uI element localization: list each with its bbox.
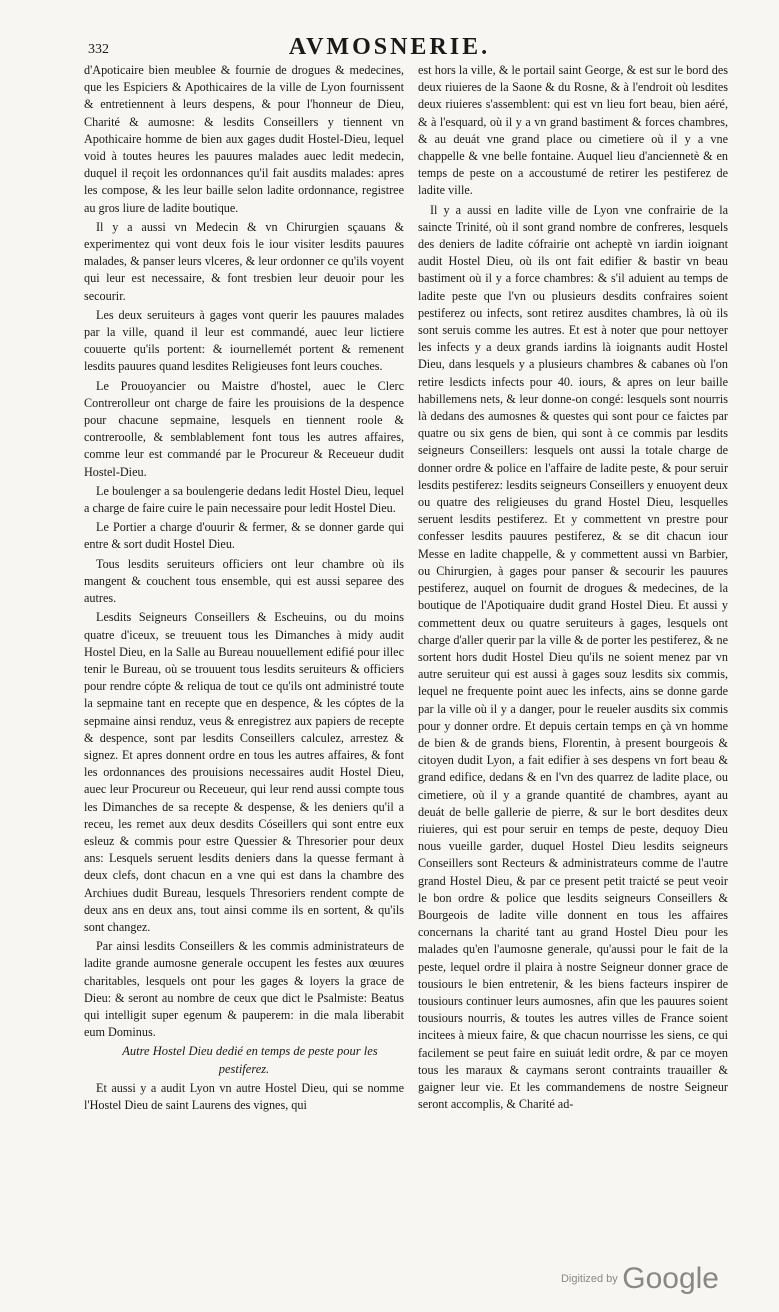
- left-column: [84, 62, 404, 1116]
- right-column: [418, 62, 728, 1115]
- paragraph: Il y a aussi vn Medecin & vn Chirurgien sçauans & experimentez qui vont deux fois le iour visiter lesdits pauures malades, & panser leurs vlceres, & leur ordonner ce qu'ils voyent qui leur est necessaire, & font tresbien leur deuoir pour les secourir.: [84, 219, 404, 303]
- paragraph: est hors la ville, & le portail saint George, & est sur le bord des deux riuieres de la Saone & du Rosne, & à l'endroit où lesdites deux riuieres s'assemblent: qui est vn lieu fort beau, bien aéré, & à l'esquard, où il y a vn grand bastiment & forces chambres, & au deuát vne grand place ou cimetiere où il y a vne chappelle & vne belle fontaine. Auquel lieu d'anciennetè & en temps de peste on a accoustumé de retirer les pestiferez de ladite ville.: [418, 63, 728, 198]
- paragraph: Il y a aussi en ladite ville de Lyon vne confrairie de la saincte Trinité, où il sont grand nombre de confreres, lesquels des deniers de ladite cófrairie ont acheptè vn iardin ioignant audit Hostel Dieu, où ils ont fait edifier & bastir vn beau bastiment où il y a force chambres: & s'il aduient au temps de ladite peste que l'vn ou plusieurs desdits confraires soient pestiferez ou infects, sont retirez ausdites chambres, là où ils sont seruis comme les autres. Et est à noter que pour nettoyer les infects y a deux grands iardins là ioignants audit Hostel Dieu, dans lesquels y a plusieurs chambres & cabanes où l'on retire lesdicts infects pour 40. iours, & apres on leur baille habillemens nets, & leur donne-on congé: lesquels sont nourris là dedans des aumosnes & questes qui sont pour ce faictes par quatre ou six gens de bien, qui sont à ce commis par lesdits seigneurs Conseillers: lesquels ont aussi la totale charge de donner ordre & police en l'affaire de ladite peste, & pour seruir lesdits pestiferez: lesdits seigneurs Conseillers y enuoyent deux ou quatre des religieuses du grand Hostel Dieu, lesquelles seruent lesdits pestiferez. Et y commettent vn prestre pour confesser lesdits pauures pestiferez, & se dit chacun iour Messe en ladite chappelle, & y commettent aussi vn Barbier, ou Chirurgien, à gages pour panser & secourir les pauures pestiferez, auquel on fournit de drogues & medecines, de la boutique de l'Apotiquaire dudit grand Hostel Dieu. Et aussi y commettent deux ou quatre seruiteurs à gages, lesquels ont charge d'aller querir par la ville & de porter les pestiferez, & ne sortent hors dudit Hostel Dieu qu'ils ne soient menez par vn autre seruiteur qui est aussi à gages souz lesdits six commis, lequel ne frequente point auec les infects, ains se donne garde par la ville où il y a danger, pour le reueler ausdits six commis pour y donner ordre. Et depuis certain temps en çà vn homme de bien & de grands biens, Florentin, à present bourgeois & citoyen dudit Lyon, a fait edifier à ses despens vn fort beau & grand edifice, dedans & en l'vn des quarrez de ladite place, ou cimetiere, où il y a grande quantité de chambres, ayant au deuát de belle gallerie de pierre, & sur le bort desdites deux riuieres, qui est pour seruir en temps de peste, dequoy Dieu nous vueille garder, duquel Hostel Dieu lesdits seigneurs Conseillers sont Recteurs & administrateurs comme de l'autre grand Hostel Dieu, & par ce present petit traicté se peut veoir le bon ordre & police que lesdits seigneurs Conseillers & Bourgeois de ladite ville donnent en tous les affaires concernans la charité tant au grand Hostel Dieu pour les malades qu'en l'aumosne generale, qu'aussi pour le fait de la peste, lequel ordre il plaira à nostre Seigneur donner grace de tousiours le bien entretenir, & les biens facteurs inspirer de tousiours continuer leurs aumosnes, afin que les pauures soient tousiours nourris, & toutes les autres villes de France soient incitees à mieux faire, & que chacun nourrisse les siens, ce qui facilement se peut faire en suiuát ledit ordre, & par ce moyen tous les maraux & caymans seront contraints trauailler & gaigner leur vie. Et les commandemens de nostre Seigneur seront accomplis, & Charité ad-: [418, 202, 728, 1112]
- running-head: AVMOSNERIE.: [288, 34, 491, 60]
- paragraph: Et aussi y a audit Lyon vn autre Hostel Dieu, qui se nomme l'Hostel Dieu de saint Laurens des vignes, qui: [84, 1080, 404, 1112]
- paragraph: Le boulenger a sa boulengerie dedans ledit Hostel Dieu, lequel a charge de faire cuire le pain necessaire pour ledit Hostel Dieu.: [84, 483, 404, 516]
- paragraph: d'Apoticaire bien meublee & fournie de drogues & medecines, que les Espiciers & Apothicaires de la ville de Lyon fournissent & entretiennent à leurs despens, & pour l'honneur de Dieu, Charité & aumosne: & lesdits Conseillers y tiennent vn Apothicaire homme de bien aux gages dudit Hostel-Dieu, lequel void à toutes heures les pauures malades auec ledit medecin, duquel il reçoit les ordonnances qu'il fait ausdits malades: apres les compose, & les leur baille selon ladite ordonnance, registree au gros liure de ladite boutique.: [84, 63, 404, 215]
- watermark-prefix: Digitized by: [560, 1273, 618, 1285]
- google-logo: Google: [622, 1262, 719, 1295]
- paragraph: Le Portier a charge d'ouurir & fermer, & se donner garde qui entre & sort dudit Hostel Dieu.: [84, 520, 404, 552]
- paragraph: Lesdits Seigneurs Conseillers & Escheuins, ou du moins quatre d'iceux, se treuuent tous les Dimanches à midy audit Hostel Dieu, en la Salle au Bureau nouuellement edifié pour illec tenir le Bureau, où se trouuent tous lesdits seruiteurs & officiers pour rendre cópte & reliqua de tout ce qu'ils ont administré toute la sepmaine tant en recepte que en despence, & les cóptes de la sepmaine ainsi renduz, veus & enregistrez aux papiers de recepte & despence, sont par lesdits Conseillers calculez, arrestez & signez. Et apres donnent ordre en tous les autres affaires, & font les ordonnances des prouisions necessaires audit Hostel Dieu, auec leur Procureur ou Receueur, qui leur rend aussi compte tous les Dimanches de sa recepte & despense, & les deniers qu'il a receu, les remet aux deux desdits Cóseillers qui sont entre eux esleuz & commis pour estre Quessier & Thresorier pour deux ans: Lesquels seruent lesdits deniers dans la quesse fermant à deux clefs, dont chacun en a vne qui est dans la chambre des Archiues dudit Bureau, lesquels Thresoriers rendent compte de deux ans en deux ans, tout ainsi comme ils en sortent, & qu'ils sont changez.: [84, 610, 404, 934]
- section-heading: Autre Hostel Dieu dedié en temps de peste pour les pestiferez.: [122, 1044, 378, 1076]
- paragraph: Par ainsi lesdits Conseillers & les commis administrateurs de ladite grande aumosne generale occupent les festes aux œuures charitables, lesquels ont pour les gages & loyers la grace de Dieu: & seront au nombre de ceux que dict le Psalmiste: Beatus qui intelligit super egenum & pauperem: in die mala liberabit eum Dominus.: [84, 939, 404, 1040]
- paragraph: Le Prouoyancier ou Maistre d'hostel, auec le Clerc Contrerolleur ont charge de faire les prouisions de la despence pour chacune sepmaine, lesquels en tiennent roole & contreroolle, & semblablement font tous les autres affaires, comme leur est commandé par le Procureur & Receueur dudit Hostel-Dieu.: [84, 378, 404, 479]
- page-number: 332: [88, 42, 109, 57]
- digitized-by-google-watermark: [561, 1262, 719, 1296]
- paragraph: Les deux seruiteurs à gages vont querir les pauures malades par la ville, quand il leur est commandé, auec leur lictiere couuerte qu'ils portent: & iournellemét portent & remenent lesdits pauures quand lesdites Religieuses font leurs couches.: [84, 307, 404, 374]
- paragraph: Tous lesdits seruiteurs officiers ont leur chambre où ils mangent & couchent tous ensemble, qui est aussi separee des autres.: [84, 556, 404, 606]
